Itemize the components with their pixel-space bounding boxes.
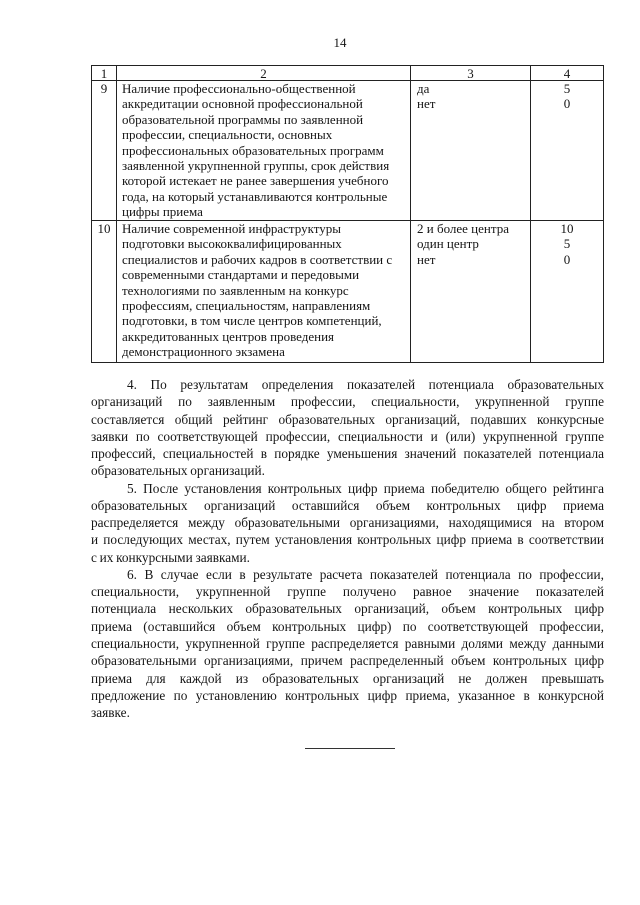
- options-cell: [411, 81, 531, 221]
- points-value: 10: [560, 221, 574, 236]
- paragraph-5: [91, 480, 604, 566]
- paragraph-line: с их конкурсными заявками.: [91, 549, 251, 565]
- criterion-line: подготовки высококвалифицированных: [122, 236, 342, 252]
- criterion-line: современными стандартами и передовыми: [122, 267, 360, 283]
- criterion-line: аккредитованных центров проведения: [122, 328, 335, 344]
- paragraph-line: заявке.: [91, 705, 130, 721]
- option-value: нет: [417, 96, 436, 112]
- criterion-line: Наличие профессионально-общественной: [122, 81, 356, 96]
- page-number: 14: [333, 35, 347, 50]
- paragraph-line: заявки по соответствующей профессии, специальности и (или) укрупненной группе: [91, 428, 604, 444]
- paragraph-line: специальности, укрупненной группе распределяется равными долями между данными: [91, 635, 604, 651]
- paragraph-line: составляется общий рейтинг образовательных организаций, подавших конкурсные: [91, 411, 604, 427]
- option-value: один центр: [417, 236, 479, 252]
- criterion-line: Наличие современной инфраструктуры: [122, 221, 341, 236]
- points-value: 5: [563, 81, 571, 96]
- criterion-line: профессиям, специальностям, направлениям: [122, 297, 371, 313]
- criterion-line: технологиями по заявленным на конкурс: [122, 282, 349, 298]
- paragraph-line: 4. По результатам определения показателей потенциала образовательных: [127, 377, 604, 392]
- points-value: 0: [563, 251, 571, 267]
- column-header: 2: [117, 66, 411, 81]
- criterion-line: заявленной укрупненной группы, срок действия: [122, 157, 390, 173]
- criterion-line: профессии, специальности, основных: [122, 127, 333, 143]
- column-header: 4: [531, 66, 604, 81]
- paragraph-line: организаций по заявленным профессии, специальности, укрупненной группе: [91, 394, 604, 410]
- paragraph-line: потенциала нескольких образовательных организаций, объем контрольных цифр: [91, 601, 604, 617]
- criterion-line: образовательной программы по заявленной: [122, 111, 364, 127]
- paragraph-6: [91, 566, 604, 721]
- table-row: [92, 221, 604, 363]
- criterion-line: цифры приема: [122, 204, 203, 220]
- table-row: [92, 81, 604, 221]
- row-number: 10: [92, 221, 117, 363]
- paragraph-line: приема для каждой из образовательных организаций не должен превышать: [91, 670, 604, 686]
- points-cell: [531, 221, 604, 363]
- criteria-table: [91, 65, 604, 363]
- criterion-line: специалистов и рабочих кадров в соответствии с: [122, 251, 393, 267]
- paragraph-line: распределяется между образовательными организациями, находящимися на втором: [91, 515, 604, 531]
- paragraph-line: 5. После установления контрольных цифр приема победителю общего рейтинга: [127, 480, 604, 496]
- end-separator-line: [305, 748, 395, 749]
- paragraph-line: профессий, специальностей в порядке уменьшения значений показателей потенциала: [91, 446, 604, 462]
- body-text: [91, 376, 604, 721]
- criterion-cell: [117, 221, 411, 363]
- paragraph-line: приема (оставшийся объем контрольных цифр) по соответствующей профессии,: [91, 618, 604, 634]
- paragraph-line: 6. В случае если в результате расчета показателей потенциала по профессии,: [127, 566, 604, 582]
- paragraph-line: специальности, укрупненной группе получено равное значение показателей: [91, 584, 604, 600]
- criterion-line: года, на который устанавливаются контрольные: [122, 188, 388, 204]
- criterion-line: подготовки, в том числе центров компетенций,: [122, 313, 382, 329]
- column-header: 3: [411, 66, 531, 81]
- option-value: нет: [417, 251, 436, 267]
- paragraph-line: образовательных организаций.: [91, 463, 265, 479]
- options-cell: [411, 221, 531, 363]
- option-value: 2 и более центра: [417, 221, 509, 236]
- criterion-line: аккредитации основной профессиональной: [122, 96, 363, 112]
- paragraph-line: образовательными организациями, причем распределенный объем контрольных цифр: [91, 653, 604, 669]
- row-number: 9: [92, 81, 117, 221]
- option-value: да: [417, 81, 430, 96]
- points-value: 5: [563, 236, 571, 252]
- criterion-line: которой истекает не ранее завершения учебного: [122, 173, 389, 189]
- criterion-line: профессиональных образовательных программ: [122, 142, 384, 158]
- table-header-row: [92, 66, 604, 81]
- paragraph-4: [91, 376, 604, 480]
- criterion-cell: [117, 81, 411, 221]
- paragraph-line: и последующих местах, путем установления контрольных цифр приема в соответствии: [91, 532, 604, 548]
- paragraph-line: предложение по установлению контрольных цифр приема, указанное в конкурсной: [91, 687, 604, 703]
- column-header: 1: [92, 66, 117, 81]
- criterion-line: демонстрационного экзамена: [122, 344, 285, 360]
- paragraph-line: образовательных организаций оставшийся объем контрольных цифр приема: [91, 497, 604, 513]
- points-cell: [531, 81, 604, 221]
- points-value: 0: [563, 96, 571, 112]
